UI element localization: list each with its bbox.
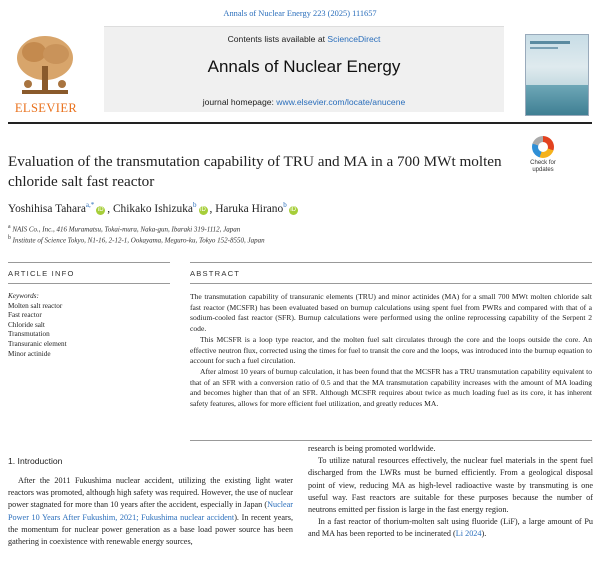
elsevier-tree-icon <box>12 32 78 98</box>
citation-line[interactable]: Annals of Nuclear Energy 223 (2025) 111657 <box>223 9 377 18</box>
elsevier-logo[interactable] <box>8 32 84 116</box>
body-column-left <box>8 475 293 548</box>
homepage-link[interactable]: www.elsevier.com/locate/anucene <box>276 97 406 107</box>
check-updates-text: Check for updates <box>530 160 556 173</box>
author-affil-mark[interactable]: a,* <box>85 201 95 209</box>
abstract-paragraph: This MCSFR is a loop type reactor, and the molten fuel salt circulates through the core and the loops outside the core. An effective neutron flux, corrected using the times for fuel to transit the core and the loops, was introduced into the burnup equation to account for such a fuel circulation. <box>190 334 592 366</box>
check-for-updates-badge[interactable] <box>526 136 560 180</box>
author-affil-mark[interactable]: b <box>193 201 197 209</box>
author-name[interactable]: Haruka Hirano <box>215 202 284 215</box>
abstract-heading: ABSTRACT <box>190 269 241 278</box>
homepage-line <box>104 97 504 107</box>
journal-header-box <box>104 26 504 112</box>
abstract-text <box>190 292 592 410</box>
body-column-right <box>308 443 593 541</box>
journal-title: Annals of Nuclear Energy <box>207 57 401 76</box>
abstract-paragraph: The transmutation capability of transuranic elements (TRU) and minor actinides (MA) for a small 700 MWt molten chloride salt fast reactor (MCSFR) has been evaluated based on burnup calculations using spent fuel from PWRs and compared with that of a sodium-cooled fast reactor (SFR). Burnup calculations were performed using the online reprocessing capability of the Serpent 2 code. <box>190 292 592 334</box>
author-affil-mark[interactable]: b <box>283 201 287 209</box>
article-info-heading: ARTICLE INFO <box>8 269 75 278</box>
keyword: Fast reactor <box>8 311 42 320</box>
reference-link[interactable]: Li 2024 <box>455 529 482 539</box>
orcid-icon[interactable]: iD <box>200 206 206 213</box>
keyword: Molten salt reactor <box>8 301 63 310</box>
body-paragraph: After the 2011 Fukushima nuclear accident, utilizing the existing light water reactors was promoted, although high safety was required. However, the use of nuclear power stagnated for more than 10 years after the accident, especially in Japan (Nuclear Power 10 Years After Fukushim, 2021; Fukushima nuclear accident). In recent years, the momentum for nuclear power generation as a base load power source has been gathering in coexistence with renewable energy sources, <box>8 476 294 547</box>
keyword: Transmutation <box>8 330 50 339</box>
article-info-rule <box>8 283 170 284</box>
keywords-label: Keywords: <box>8 292 39 300</box>
affiliation: $^a$ NAIS Co., Inc., 416 Muramatsu, Tokai-mura, Naka-gun, Ibaraki 319-1112, Japan <box>8 224 241 234</box>
paper-title: Evaluation of the transmutation capability of TRU and MA in a 700 MWt molten chloride salt fast reactor <box>8 153 502 190</box>
header-divider <box>8 122 592 124</box>
keyword: Chloride salt <box>8 320 45 329</box>
orcid-icon[interactable]: iD <box>97 206 104 213</box>
author-name[interactable]: Chikako Ishizuka <box>112 202 193 215</box>
body-paragraph: To utilize natural resources effectively, the nuclear fuel materials in the spent fuel discharged from the LWRs must be burned efficiently. From a geological disposal point of view, reducing MA as high-level radioactive waste by transmuting is one useful way. Fast reactors are suitable for these purposes because the number of neutrons emitted per fission is large in the fast energy region. <box>308 456 593 515</box>
reference-link[interactable]: Nuclear Power 10 Years After Fukushim, 2021; Fukushima nuclear accident <box>8 500 293 522</box>
journal-cover-thumbnail[interactable] <box>525 34 589 116</box>
author-list: Yoshihisa Tahara$^{a,*}$iD , Chikako Ishizuka$^b$iD , Haruka Hirano$^b$iD <box>8 201 297 215</box>
homepage-prefix: journal homepage: <box>202 97 277 107</box>
abstract-rule <box>190 262 592 263</box>
cover-bar <box>530 41 570 44</box>
publisher-name: ELSEVIER <box>14 101 78 115</box>
keywords-block <box>8 292 168 359</box>
contents-line <box>104 34 504 44</box>
author-name[interactable]: Yoshihisa Tahara <box>8 202 86 215</box>
orcid-icon[interactable]: iD <box>290 206 297 213</box>
check-updates-icon <box>532 136 554 158</box>
cover-image <box>526 85 588 115</box>
masthead <box>8 26 592 118</box>
abstract-end-rule <box>190 440 592 441</box>
contents-prefix: Contents lists available at <box>227 34 328 44</box>
article-info-rule <box>8 262 170 263</box>
body-paragraph: research is being promoted worldwide. <box>308 444 436 453</box>
sciencedirect-link[interactable]: ScienceDirect <box>327 34 381 44</box>
abstract-rule <box>190 283 592 284</box>
abstract-paragraph: After almost 10 years of burnup calculation, it has been found that the MCSFR has a TRU transmutation capability equivalent to that of an SFR with a conversion ratio of 0.5 and that the MA transmutation capability increases with the amount of MA loading and becomes higher than that of an SFR. Although MCSFR requires about twice as much loading fuel as its core, it has inherent safety features, allows for more efficient fuel utilization, and greatly reduces MA. <box>190 366 592 409</box>
affiliation: $^b$ Institute of Science Tokyo, N1-16, 2-12-1, Ookayama, Meguro-ku, Tokyo 152-8550, Japan <box>8 235 265 245</box>
body-paragraph: In a fast reactor of thorium-molten salt using fluoride (LiF), a large amount of Pu and MA has been reported to be incinerated (Li 2024). <box>308 517 593 539</box>
keyword: Transuranic element <box>8 339 67 348</box>
section-heading-introduction: 1. Introduction <box>8 456 63 466</box>
cover-bar <box>530 47 558 49</box>
keyword: Minor actinide <box>8 349 51 358</box>
